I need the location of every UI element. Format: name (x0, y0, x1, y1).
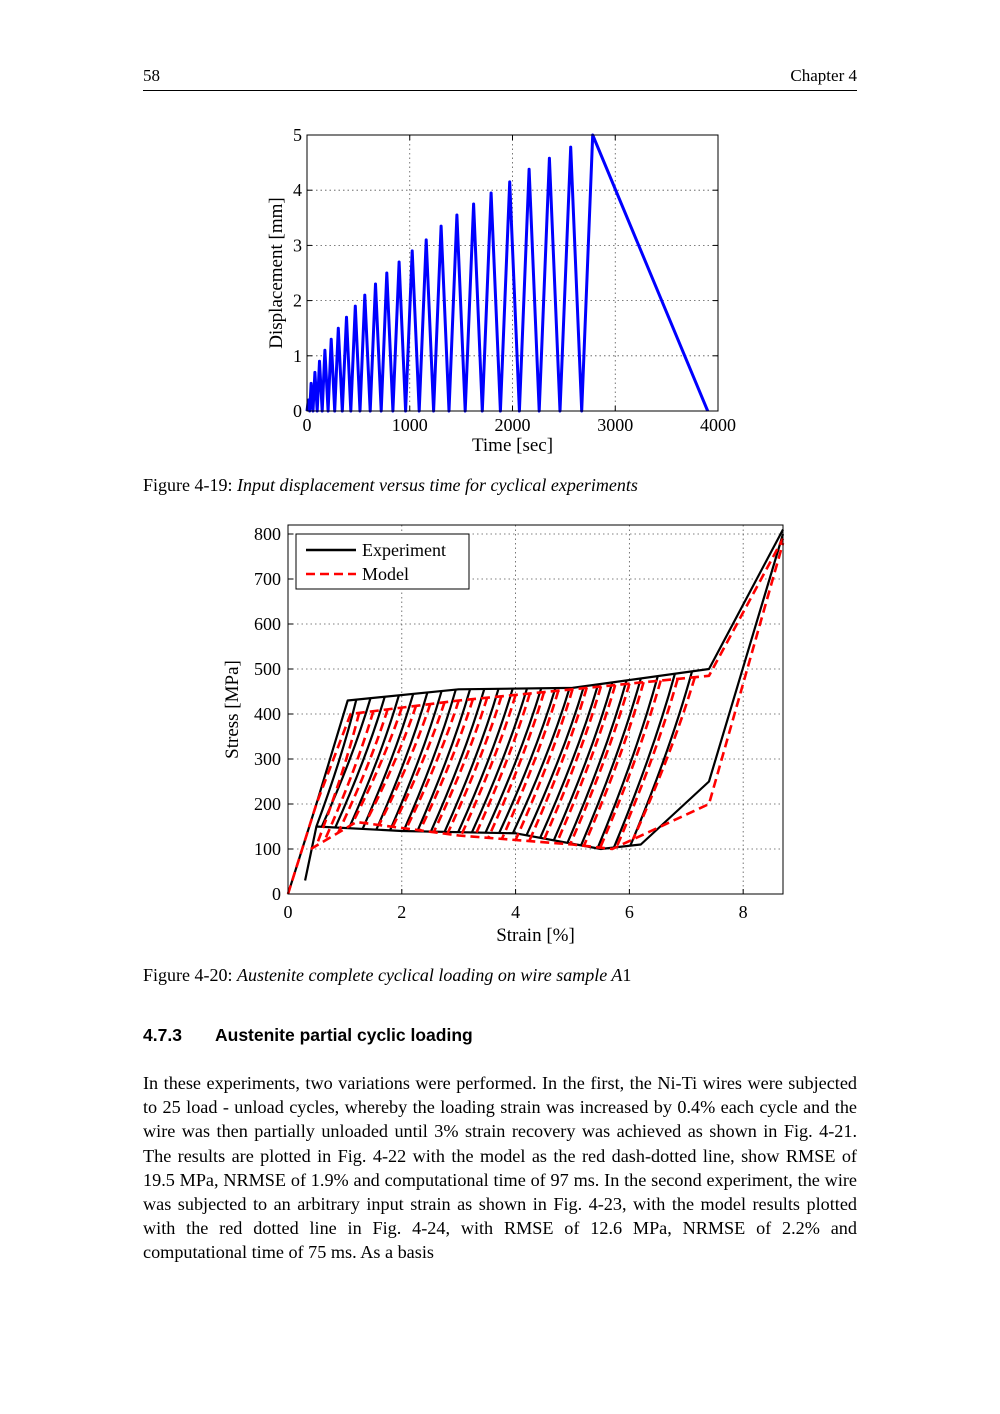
displacement-series-line (307, 135, 708, 411)
x-tick-label: 2 (397, 902, 407, 922)
x-axis-label: Time [sec] (471, 435, 554, 456)
displacement-time-chart (0, 0, 1000, 470)
y-tick-label: 200 (254, 794, 281, 814)
y-tick-label: 800 (254, 524, 281, 544)
model-loading-curve (288, 539, 783, 895)
y-tick-label: 500 (254, 659, 281, 679)
experiment-unload-branch (568, 680, 627, 842)
y-tick-label: 700 (254, 569, 281, 589)
y-tick-label: 3 (293, 235, 302, 256)
caption-sample-number: 1 (622, 965, 632, 985)
section-title: Austenite partial cyclic loading (215, 1025, 473, 1045)
x-tick-label: 2000 (494, 415, 531, 435)
y-tick-label: 0 (293, 401, 302, 421)
y-tick-label: 5 (293, 125, 302, 145)
caption-text: Austenite complete cyclical loading on wire sample (237, 965, 612, 985)
experiment-unload-branch (458, 689, 513, 833)
caption-label: Figure 4-19: (143, 475, 233, 495)
caption-text: Input displacement versus time for cyclical experiments (237, 475, 638, 495)
y-axis-label: Displacement [mm] (266, 197, 287, 349)
experiment-unload-branch (431, 689, 484, 832)
stress-strain-chart (0, 500, 1000, 960)
y-tick-label: 0 (272, 884, 281, 904)
x-tick-label: 1000 (391, 415, 428, 435)
x-tick-label: 0 (283, 902, 293, 922)
section-number: 4.7.3 (143, 1025, 182, 1045)
y-tick-label: 400 (254, 704, 281, 724)
x-tick-label: 4000 (700, 415, 736, 435)
figure-4-20-caption (143, 965, 631, 986)
x-tick-label: 0 (302, 415, 312, 435)
x-tick-label: 6 (624, 902, 634, 922)
y-tick-label: 1 (293, 345, 302, 366)
chapter-label: Chapter 4 (790, 66, 857, 85)
x-tick-label: 4 (511, 902, 521, 922)
x-axis-label: Strain [%] (496, 925, 575, 946)
section-heading (143, 1025, 473, 1046)
body-paragraph: In these experiments, two variations were performed. In the first, the Ni-Ti wires were subjected to 25 load - unload cycles, whereby the loading strain was increased by 0.4% each cycle and the wire was then partially unloaded until 3% strain recovery was achieved as shown in Fig. 4-21. The results are plotted in Fig. 4-22 with the model as the red dash-dotted line, show RMSE of 19.5 MPa, NRMSE of 1.9% and computational time of 97 ms. In the second experiment, the wire was subjected to an arbitrary input strain as shown in Fig. 4-23, with the model results plotted with the red dotted line in Fig. 4-24, with RMSE of 12.6 MPa, NRMSE of 2.2% and computational time of 75 ms. As a basis (143, 1073, 857, 1263)
experiment-unload-branch (445, 689, 499, 832)
page-number: 58 (143, 66, 160, 85)
x-tick-label: 8 (738, 902, 748, 922)
y-tick-label: 300 (254, 749, 281, 769)
caption-label: Figure 4-20: (143, 965, 233, 985)
y-tick-label: 100 (254, 839, 281, 859)
y-tick-label: 2 (293, 290, 302, 311)
legend-label-experiment: Experiment (362, 540, 446, 560)
y-tick-label: 4 (293, 180, 302, 201)
figure-4-19-caption (143, 475, 638, 496)
y-axis-label: Stress [MPa] (222, 660, 243, 759)
caption-sample-letter: A (611, 965, 623, 985)
y-tick-label: 600 (254, 614, 281, 634)
x-tick-label: 3000 (597, 415, 634, 435)
legend-label-model: Model (362, 564, 409, 584)
